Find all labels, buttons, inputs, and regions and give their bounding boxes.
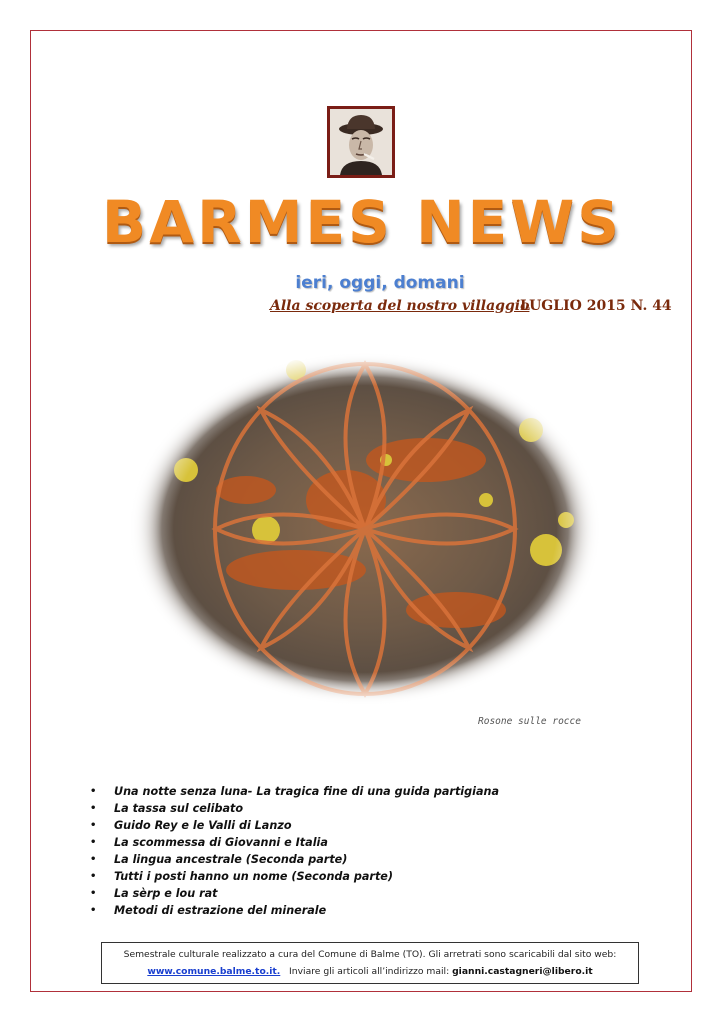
bullet-icon: • <box>90 820 97 831</box>
cover-photo <box>126 350 604 708</box>
contents-item-label: Tutti i posti hanno un nome (Seconda parte) <box>114 870 393 883</box>
contents-item <box>90 834 499 851</box>
contents-item <box>90 783 499 800</box>
bullet-icon: • <box>90 854 97 865</box>
contents-list <box>90 783 499 919</box>
contents-item-label: La scommessa di Giovanni e Italia <box>114 836 328 849</box>
portrait-image <box>327 106 395 178</box>
bullet-icon: • <box>90 786 97 797</box>
email-address[interactable]: gianni.castagneri@libero.it <box>452 966 593 977</box>
contents-item-label: Una notte senza luna- La tragica fine di una guida partigiana <box>114 785 500 798</box>
contents-item <box>90 851 499 868</box>
bullet-icon: • <box>90 888 97 899</box>
photo-caption: Rosone sulle rocce <box>478 716 581 727</box>
contents-item <box>90 868 499 885</box>
masthead-title: BARMES NEWS <box>102 188 622 256</box>
bullet-icon: • <box>90 803 97 814</box>
bullet-icon: • <box>90 871 97 882</box>
contents-item <box>90 817 499 834</box>
contents-item-label: Guido Rey e le Valli di Lanzo <box>114 819 292 832</box>
footer-instruction: Inviare gli articoli all’indirizzo mail: <box>289 966 450 977</box>
portrait-icon <box>330 109 392 175</box>
bullet-icon: • <box>90 905 97 916</box>
subtitle: Alla scoperta del nostro villaggio <box>270 298 530 314</box>
contents-item <box>90 800 499 817</box>
contents-item-label: La sèrp e lou rat <box>114 887 218 900</box>
rock-rosette-image <box>126 350 604 708</box>
contents-item-label: Metodi di estrazione del minerale <box>114 904 327 917</box>
tagline: ieri, oggi, domani <box>295 273 465 293</box>
contents-item-label: La lingua ancestrale (Seconda parte) <box>114 853 348 866</box>
contents-item-label: La tassa sul celibato <box>114 802 244 815</box>
website-link[interactable]: www.comune.balme.to.it. <box>147 966 281 977</box>
bullet-icon: • <box>90 837 97 848</box>
footer-line-1: Semestrale culturale realizzato a cura del Comune di Balme (TO). Gli arretrati sono scaricabili dal sito web: <box>123 949 617 960</box>
issue-date-number: LUGLIO 2015 N. 44 <box>520 298 672 314</box>
contents-item <box>90 885 499 902</box>
footer-info-box <box>101 942 639 984</box>
footer-line-2 <box>102 966 638 977</box>
contents-item <box>90 902 499 919</box>
